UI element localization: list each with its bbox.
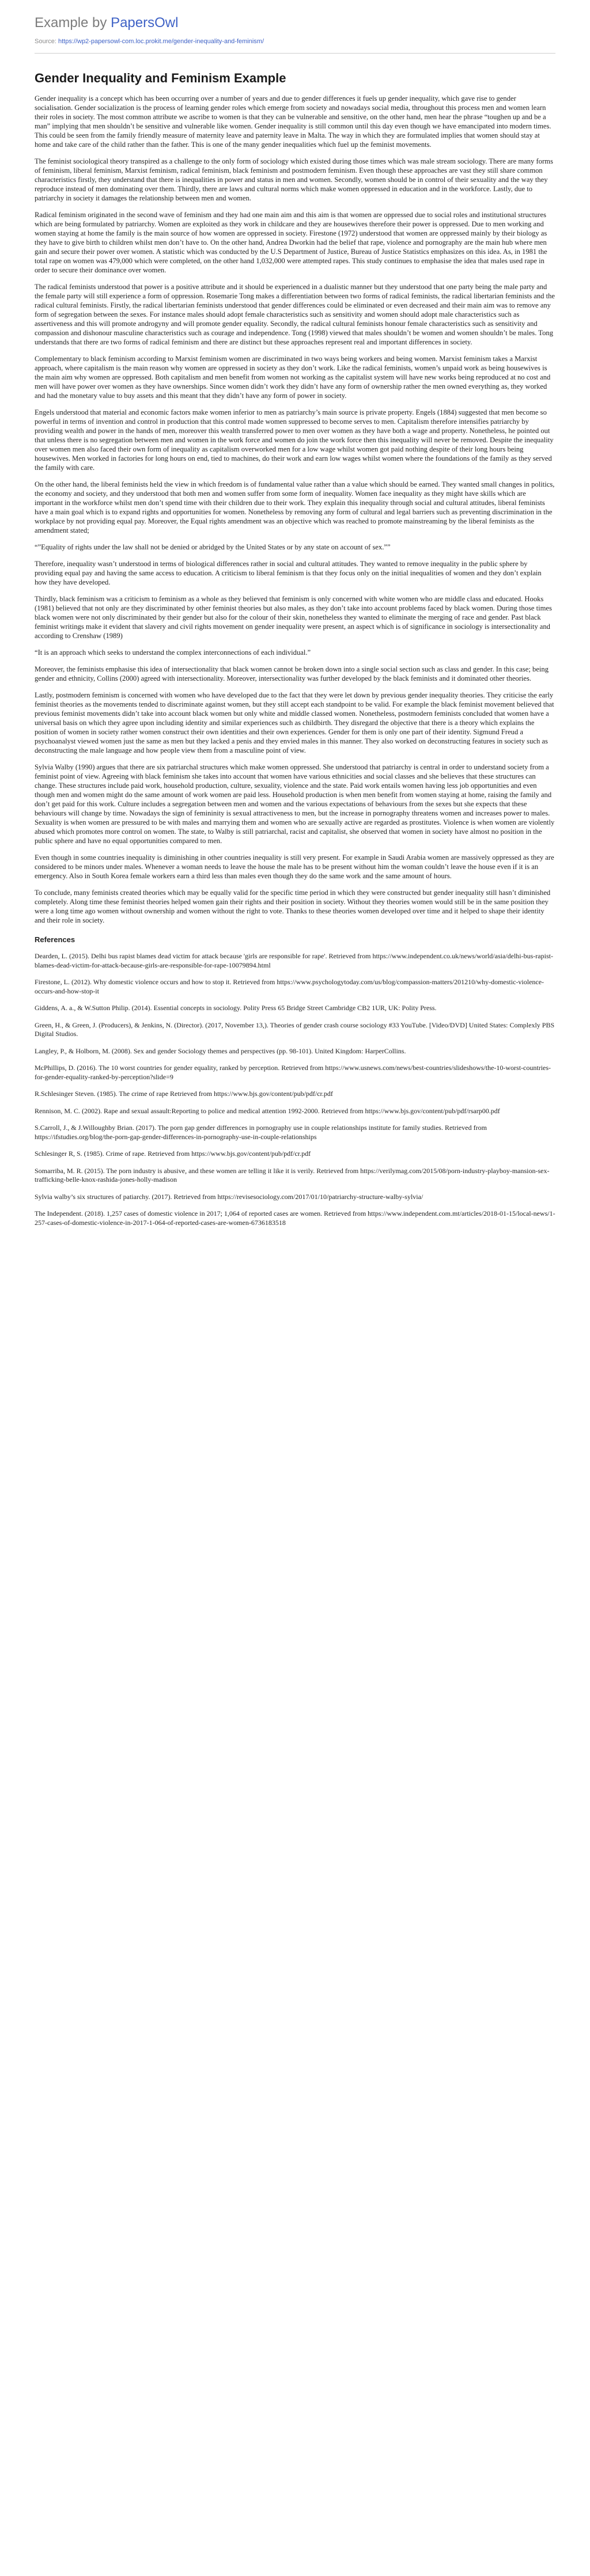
source-line [35, 38, 555, 45]
reference-item: Sylvia walby’s six structures of patiarchy. (2017). Retrieved from https://revisesociology.com/2017/01/10/patriarchy-structure-walby-sylvia/ [35, 1192, 423, 1201]
reference-item: McPhillips, D. (2016). The 10 worst countries for gender equality, ranked by perception. Retrieved from https://www.usnews.com/news/best-countries/slideshows/the-10-worst-countries-for-gender-equality-ranked-by-perception?slide=9 [35, 1064, 551, 1081]
document-page [0, 0, 590, 1227]
paragraph: The radical feminists understood that power is a positive attribute and it should be experienced in a dualistic manner but they understood that one party being the male party and the female party will still experience a form of oppression. Rosemarie Tong makes a differentiation between two forms of radical feminists, the radical libertarian feminists and the radical cultural feminists. Firstly, the radical libertarian feminists understood that gender differences could be eliminated or even decreased and their main aim was to remove any form of segregation between the sexes. For instance males should adopt female characteristics such as sensitivity and women should adopt male characteristics such as assertiveness and this will promote androgyny and will promote gender equality. Secondly, the radical cultural feminists honour female characteristics such as sensitivity and compassion and dishonour masculine characteristics such as courage and independence. Tong (1998) viewed that males shouldn’t be women and women shouldn’t be males. Tong understands that there are two forms of radical feminism and there are distinct but these approaches represent real and important differences in society. [35, 283, 555, 346]
paragraph: Moreover, the feminists emphasise this idea of intersectionality that black women cannot be broken down into a single social section such as class and gender. In this case; being gender and ethnicity, Collins (2000) agreed with intersectionality. Moreover, intersectionality was further developed by the black feminists and it dominated other theories. [35, 665, 549, 682]
brand-header [35, 15, 555, 31]
paragraph: Radical feminism originated in the second wave of feminism and they had one main aim and this aim is that women are oppressed due to social roles and institutional structures which are being formulated by patriarchy. Women are exploited as they work in childcare and they are housewives therefore their power is oppressed. Due to men working and women staying at home the family is the main source of how women are oppressed in society. Firestone (1972) understood that women are oppressed mainly by their biology as they have to give birth to children whilst men don’t have to. On the other hand, Andrea Dworkin had the belief that rape, violence and pornography are the main hub where men gain and secure their power over women. A statistic which was conducted by the U.S Department of Justice, Bureau of Justice Statistics emphasizes on this idea. As, in 1981 the total rape on women was 479,000 which were completed, on the other hand 1,032,000 were attempted rapes. This study continues to emphasise the idea that males used rape in order to secure their dominance over women. [35, 211, 547, 274]
reference-item: Somarriba, M. R. (2015). The porn industry is abusive, and these women are telling it like it is verily. Retrieved from https://verilymag.com/2015/08/porn-industry-playboy-mansion-sex-trafficking-belle-knox-rashida-jones-holly-madison [35, 1166, 550, 1183]
reference-item: Schlesinger R, S. (1985). Crime of rape. Retrieved from https://www.bjs.gov/content/pub/pdf/cr.pdf [35, 1149, 311, 1158]
header-divider [35, 53, 555, 54]
paragraph: Even though in some countries inequality is diminishing in other countries inequality is still very present. For example in Saudi Arabia women are massively oppressed as they are considered to be minors under males. Whenever a woman needs to leave the house the male has to be present without him the woman couldn’t leave the house even if it is an emergency. Also in South Korea female workers earn a third less than males even though they do the same work and the same amount of hours. [35, 853, 554, 880]
source-label: Source: [35, 38, 56, 45]
paragraph: To conclude, many feminists created theories which may be equally valid for the specific time period in which they were constructed but gender inequality still hasn’t diminished completely. Along time these feminist theories helped women gain their rights and their position in society. Without they theories women would still be in the same position they were a long time ago women without ownership and women without the right to vote. Thanks to these theories women developed over time and it helped to shape their identity and their role in society. [35, 889, 551, 924]
paragraph: Thirdly, black feminism was a criticism to feminism as a whole as they believed that feminism is only concerned with white women who are middle class and educated. Hooks (1981) believed that not only are they discriminated by other feminist theories but also males, as they don’t take into account problems faced by black women. During those times black women were not only discriminated by their gender but also for the colour of their skin, nonetheless they wanted to eliminate the merging of race and gender. Past black feminist writings make it evident that slavery and civil rights movement on gender inequality were present, an aspect which is of significance in sociology is intersectionality and according to Crenshaw (1989) [35, 595, 552, 640]
quote: “It is an approach which seeks to understand the complex interconnections of each individual.” [35, 648, 311, 657]
references-list [35, 952, 555, 1227]
source-link[interactable]: https://wp2-papersowl-com.loc.prokit.me/gender-inequality-and-feminism/ [58, 38, 264, 45]
article-body [35, 94, 555, 925]
reference-item: Giddens, A. a., & W.Sutton Philip. (2014). Essential concepts in sociology. Polity Press 65 Bridge Street Cambridge CB2 1UR, UK: Polity Press. [35, 1004, 437, 1012]
page-title: Gender Inequality and Feminism Example [35, 71, 286, 85]
paragraph: On the other hand, the liberal feminists held the view in which freedom is of fundamental value rather than a value which should be earned. They wanted small changes in politics, the economy and society, and they understood that both men and women suffer from some form of inequality. Women face inequality as they might have skills which are important in the workforce whilst men don’t spend time with their children due to their work. They explain this inequality through social and cultural attitudes, liberal feminists have a main goal which is to expand rights and opportunities for women. Nonetheless by removing any form of cultural and legal barriers such as preventing discrimination in the workplace by not providing equal pay. Moreover, the Equal rights amendment was an objective which was reached to promote mainstreaming by the liberal feminists as the amendment stated; [35, 480, 555, 534]
reference-item: Firestone, L. (2012). Why domestic violence occurs and how to stop it. Retrieved from https://www.psychologytoday.com/us/blog/compassion-matters/201210/why-domestic-violence-occurs-and-how-stop-it [35, 978, 544, 995]
paragraph: Gender inequality is a concept which has been occurring over a number of years and due to gender differences it fuels up gender inequality, which gave rise to gender socialisation. Gender socialization is the process of learning gender roles which emerge from society and nowadays social media, throughout this process men and women learn their roles in society. The most common attribute we ascribe to women is that they can be vulnerable and sensitive, on the other hand, men hear the phrase “toughen up and be a man” implying that men shouldn’t be sensitive and vulnerable like women. Gender inequality is still common until this day even though we have emancipated into modern times. This could be seen from the family friendly measure of maternity leave and paternity leave in Malta. The way in which they are formulated implies that women should stay at home and take care of the child rather than the father. This is one of the many gender inequalities which fuel up the feminist movements. [35, 94, 551, 149]
reference-item: Langley, P., & Holborn, M. (2008). Sex and gender Sociology themes and perspectives (pp. 98-101). United Kingdom: HarperCollins. [35, 1046, 406, 1055]
reference-item: Rennison, M. C. (2002). Rape and sexual assault:Reporting to police and medical attention 1992-2000. Retrieved from https://www.bjs.gov/content/pub/pdf/rsarp00.pdf [35, 1106, 500, 1115]
paragraph: Therefore, inequality wasn’t understood in terms of biological differences rather in social and cultural attitudes. They wanted to remove inequality in the public sphere by providing equal pay and having the same access to education. A criticism to liberal feminism is that they focus only on the initial inequalities of women and they don’t explain how they have developed. [35, 560, 542, 586]
brand-prefix: Example by [35, 15, 107, 31]
reference-item: Green, H., & Green, J. (Producers), & Jenkins, N. (Director). (2017, November 13,). Theories of gender crash course sociology #33 YouTube. [Video/DVD] United States: Complexly PBS Digital Studios. [35, 1020, 555, 1038]
reference-item: R.Schlesinger Steven. (1985). The crime of rape Retrieved from https://www.bjs.gov/content/pub/pdf/cr.pdf [35, 1090, 333, 1098]
paragraph: Sylvia Walby (1990) argues that there are six patriarchal structures which make women oppressed. She understood that patriarchy is central in order to understand society from a feminist point of view. Agreeing with black feminism she takes into account that women have various ethnicities and social classes and she believes that these structures can change. These structures include paid work, household production, culture, sexuality, violence and the state. Paid work entails women having less job opportunities and even though men and women might do the same amount of work women are paid less. Household production is when men benefit from women staying at home, raising the family and don’t get paid for this work. Culture includes a segregation between men and women and the various expectations of behaviours from the sexes but she expects that these behaviours will change by time. Nowadays the sign of femininity is sexual attractiveness to men, but the increase in pornography threatens women and increases power to males. Sexuality is when women are pressured to be with males and marrying them and women who are sexually active are regarded as prostitutes. Violence is when women are violently abused which promotes more control on women. The state, to Walby is still patriarchal, racist and capitalist, she observed that women in society have almost no position in the public sphere and have no equal opportunities compared to men. [35, 763, 555, 845]
quote: “”Equality of rights under the law shall not be denied or abridged by the United States or by any state on account of sex.”” [35, 543, 391, 551]
references-heading: References [35, 935, 75, 944]
paragraph: Lastly, postmodern feminism is concerned with women who have developed due to the fact that they were let down by previous gender inequality theories. They criticise the early feminist theories as the movements tended to discriminate against women, but they still accept each standpoint to be valid. For example the black feminist movement believed that previous feminist movements didn’t take into account black women but only white and middle classed women. Nonetheless, postmodern feminists concluded that women have a universal basis on which they agree upon including identity and similar experiences such as childbirth. They disregard the objective that there is a theory which explains the position of women in society rather women construct their own identities and their own experiences. Gender for them is only one part of their identity. Sigmund Freud a psychoanalyst viewed women just the same as men but they lacked a penis and they envied males in this manner. They also worked on deconstructing features in society such as deconstructing the male language and how people view them from a masculine point of view. [35, 691, 554, 754]
brand-link[interactable]: PapersOwl [111, 15, 179, 31]
paragraph: Engels understood that material and economic factors make women inferior to men as patriarchy’s main source is private property. Engels (1884) suggested that men become so powerful in terms of invention and control in production that this control made women suppressed to become serves to men. Capitalism therefore intensifies patriarchy by providing wealth and power in the hands of men, moreover this wealth transferred power to men over women as they have both a wage and property. Nonetheless, he pointed out that unless there is no segregation between men and women in the work force and women do join the work force then this inequality will never be removed. Despite the inequality over women men also faced their own form of inequality as capitalism overworked men for a low wage whilst women got paid nothing despite of their long hours being housewives. Men worked in factories for long hours on end, tied to machines, do their work and earn low wages whilst women where the foundations of the family as they served the family with care. [35, 408, 554, 472]
paragraph: The feminist sociological theory transpired as a challenge to the only form of sociology which existed during those times which was male stream sociology. There are many forms of feminism, liberal feminism, Marxist feminism, radical feminism, black feminism and postmodern feminism. Even though these approaches are vast they still share common characteristics firstly, they understand that there is inequalities in power and status in men and women. Secondly, women should be in control of their sexuality and the way they reproduce instead of men dominating over them. Thirdly, there are laws and cultural norms which make women oppressed in education and in the workforce. Lastly, due to patriarchy in society it damages the relationship between men and women. [35, 157, 553, 202]
paragraph: Complementary to black feminism according to Marxist feminism women are discriminated in two ways being workers and being women. Marxist feminism takes a Marxist approach, where capitalism is the main reason why women are oppressed in society as they don’t work. Like the radical feminists, women’s unpaid work as being housewives is the main aim why women are oppressed. Both capitalism and men benefit from women not working as the capitalist system will have new works being reproduced at no cost and men will have power over women as they have ownerships. Since women didn’t work they didn’t have any form of ownership rather the men owned everything as, they worked and had the monetary value to buy assets and this meant that they didn’t have any form of power in society. [35, 355, 551, 400]
reference-item: The Independent. (2018). 1,257 cases of domestic violence in 2017; 1,064 of reported cases are women. Retrieved from https://www.independent.com.mt/articles/2018-01-15/local-news/1-257-cases-of-domestic-violence-in-2017-1-064-of-reported-cases-are-women-6736183518 [35, 1209, 555, 1227]
reference-item: Dearden, L. (2015). Delhi bus rapist blames dead victim for attack because 'girls are responsible for rape'. Retrieved from https://www.independent.co.uk/news/world/asia/delhi-bus-rapist-blames-dead-victim-for-attack-because-girls-are-responsible-for-rape-10079894.html [35, 952, 553, 969]
reference-item: S.Carroll, J., & J.Willoughby Brian. (2017). The porn gap gender differences in pornography use in couple relationships institute for family studies. Retrieved from https://ifstudies.org/blog/the-porn-gap-gender-differences-in-pornography-use-in-couple-relationships [35, 1124, 487, 1141]
